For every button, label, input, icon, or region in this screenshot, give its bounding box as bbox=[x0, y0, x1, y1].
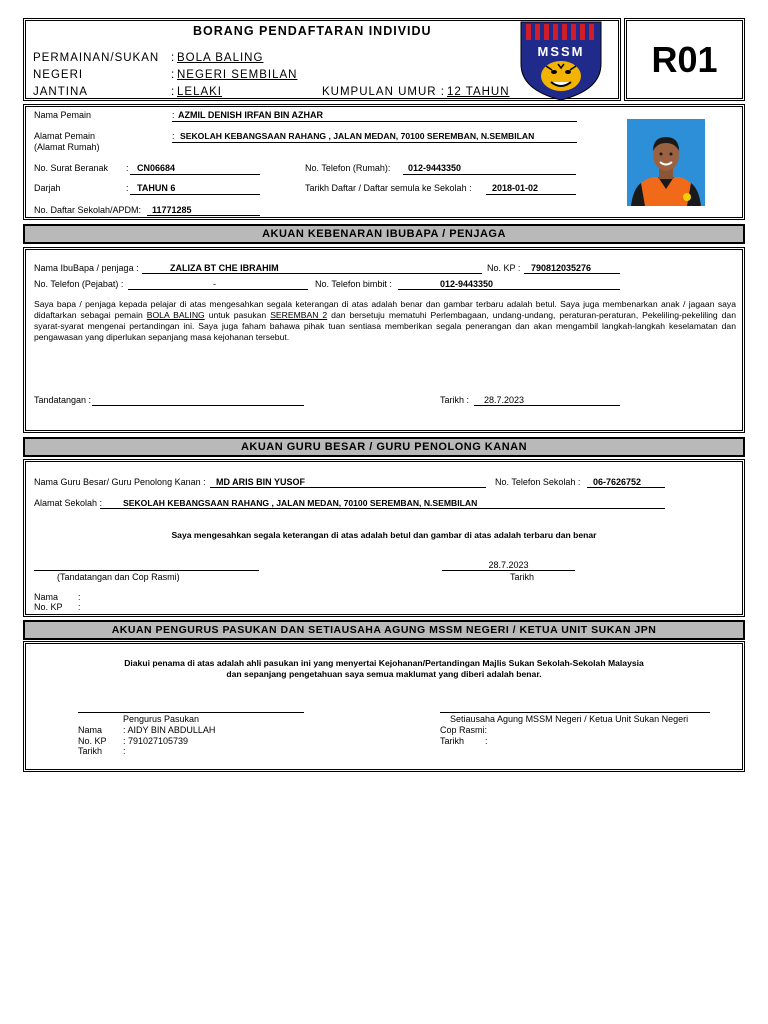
secretary-caption: Setiausaha Agung MSSM Negeri / Ketua Unit Sukan Negeri bbox=[450, 714, 689, 724]
headmaster-signature-caption: (Tandatangan dan Cop Rasmi) bbox=[57, 572, 180, 582]
portrait-icon bbox=[627, 119, 705, 206]
declaration-part-2: untuk pasukan bbox=[204, 310, 271, 320]
headmaster-statement: Saya mengesahkan segala keterangan di atas adalah betul dan gambar di atas adalah terbaru dan benar bbox=[171, 530, 597, 540]
declaration-part-3: dan bersetuju mematuhi Perlembagaan, undang-undang, peraturan-peraturan, Pekeliling-pekeliling dan syarat-syarat mengenai pertandingan ini. Saya juga faham bahawa pihak tuan sentiasa memberikan segala penerangan dan akan mengambil langkah-langkah keselamatan dan pengawasan yang diperlukan sepanjang masa kejohanan tersebut. bbox=[34, 310, 736, 342]
parent-name-line bbox=[142, 273, 482, 274]
parent-declaration bbox=[34, 299, 736, 343]
phone-home-value: 012-9443350 bbox=[408, 163, 462, 173]
player-address-value: SEKOLAH KEBANGSAAN RAHANG , JALAN MEDAN, 70100 SEREMBAN, N.SEMBILAN bbox=[180, 131, 535, 141]
parent-name-value: ZALIZA BT CHE IBRAHIM bbox=[170, 263, 279, 273]
player-address-label: Alamat Pemain bbox=[34, 131, 96, 141]
sport-value: BOLA BALING bbox=[177, 52, 264, 64]
gender-value: LELAKI bbox=[177, 86, 222, 98]
manager-date-label: Tarikh bbox=[78, 746, 103, 756]
mssm-logo bbox=[518, 20, 604, 102]
secretary-cop-label: Cop Rasmi: bbox=[440, 725, 488, 735]
office-phone-line bbox=[128, 289, 308, 290]
parent-name-label: Nama IbuBapa / penjaga : bbox=[34, 263, 139, 273]
headmaster-kp-row-label: No. KP bbox=[34, 602, 63, 612]
secretary-date-value: : bbox=[485, 736, 488, 746]
declaration-part-1: Saya bapa / penjaga kepada pelajar di atas mengesahkan segala keterangan di atas adalah benar dan gambar terbaru adalah betul. Saya juga membenarkan anak / jagaan saya didaftarkan sebagai pemain bbox=[34, 299, 736, 320]
sport-label: PERMAINAN/SUKAN bbox=[33, 52, 160, 64]
birth-cert-label: No. Surat Beranak bbox=[34, 163, 109, 173]
manager-caption: Pengurus Pasukan bbox=[123, 714, 200, 724]
state-colon: : bbox=[171, 69, 176, 81]
parent-ic-label: No. KP : bbox=[487, 263, 521, 273]
secretary-signature-line bbox=[440, 712, 710, 713]
school-reg-label: No. Daftar Sekolah/APDM: bbox=[34, 205, 142, 215]
manager-kp-label: No. KP bbox=[78, 736, 107, 746]
player-photo bbox=[627, 119, 705, 206]
mobile-line bbox=[398, 289, 620, 290]
parent-date-value: 28.7.2023 bbox=[484, 395, 525, 405]
declaration-sport: BOLA BALING bbox=[146, 310, 205, 320]
player-address-label2: (Alamat Rumah) bbox=[34, 142, 100, 152]
office-phone-value: - bbox=[213, 279, 216, 289]
mobile-value: 012-9443350 bbox=[440, 279, 494, 289]
parent-signature-line bbox=[92, 405, 304, 406]
age-group-value: 12 TAHUN bbox=[447, 86, 510, 98]
register-date-line bbox=[486, 194, 576, 195]
headmaster-kp-row-colon: : bbox=[78, 602, 81, 612]
logo-text: MSSM bbox=[537, 44, 585, 59]
birth-cert-colon: : bbox=[126, 163, 129, 173]
age-group-label: KUMPULAN UMUR : bbox=[322, 86, 445, 98]
parent-ic-value: 790812035276 bbox=[531, 263, 592, 273]
school-address-line bbox=[100, 508, 665, 509]
class-colon: : bbox=[126, 183, 129, 193]
headmaster-name-row-colon: : bbox=[78, 592, 81, 602]
class-line bbox=[130, 194, 260, 195]
headmaster-date-line bbox=[442, 570, 575, 571]
manager-signature-line bbox=[78, 712, 304, 713]
manager-name-value: : AIDY BIN ABDULLAH bbox=[123, 725, 216, 735]
class-label: Darjah bbox=[34, 183, 61, 193]
headmaster-date-value: 28.7.2023 bbox=[488, 560, 529, 570]
parent-section-title: AKUAN KEBENARAN IBUBAPA / PENJAGA bbox=[23, 224, 745, 244]
manager-statement-2: dan sepanjang pengetahuan saya semua maklumat yang diberi adalah benar. bbox=[226, 669, 542, 679]
phone-home-line bbox=[403, 174, 576, 175]
form-code: R01 bbox=[651, 39, 718, 80]
player-address-colon: : bbox=[172, 131, 175, 141]
secretary-date-label: Tarikh bbox=[440, 736, 465, 746]
birth-cert-value: CN06684 bbox=[137, 163, 176, 173]
school-reg-value: 11771285 bbox=[152, 205, 192, 215]
school-phone-value: 06-7626752 bbox=[593, 477, 642, 487]
headmaster-signature-line bbox=[34, 570, 259, 571]
manager-name-label: Nama bbox=[78, 725, 103, 735]
player-name-label: Nama Pemain bbox=[34, 110, 92, 120]
gender-label: JANTINA bbox=[33, 86, 88, 98]
manager-statement-1: Diakui penama di atas adalah ahli pasukan ini yang menyertai Kejohanan/Pertandingan Majlis Sukan Sekolah-Sekolah Malaysia bbox=[124, 658, 644, 668]
headmaster-name-line bbox=[210, 487, 486, 488]
player-name-line bbox=[172, 121, 577, 122]
player-name-value: AZMIL DENISH IRFAN BIN AZHAR bbox=[178, 110, 323, 120]
player-name-colon: : bbox=[172, 110, 175, 120]
form-title: BORANG PENDAFTARAN INDIVIDU bbox=[193, 24, 432, 38]
school-phone-label: No. Telefon Sekolah : bbox=[495, 477, 581, 487]
headmaster-name-label: Nama Guru Besar/ Guru Penolong Kanan : bbox=[34, 477, 206, 487]
headmaster-section-title: AKUAN GURU BESAR / GURU PENOLONG KANAN bbox=[23, 437, 745, 457]
player-address-line bbox=[172, 142, 577, 143]
headmaster-date-caption: Tarikh bbox=[509, 572, 534, 582]
gender-colon: : bbox=[171, 86, 176, 98]
declaration-team: SEREMBAN 2 bbox=[270, 310, 328, 320]
state-label: NEGERI bbox=[33, 69, 84, 81]
manager-section-title: AKUAN PENGURUS PASUKAN DAN SETIAUSAHA AGUNG MSSM NEGERI / KETUA UNIT SUKAN JPN bbox=[23, 620, 745, 640]
school-reg-line bbox=[147, 215, 260, 216]
office-phone-label: No. Telefon (Pejabat) : bbox=[34, 279, 124, 289]
phone-home-label: No. Telefon (Rumah): bbox=[305, 163, 391, 173]
parent-date-label: Tarikh : bbox=[440, 395, 470, 405]
birth-cert-line bbox=[130, 174, 260, 175]
parent-date-line bbox=[474, 405, 620, 406]
school-address-label: Alamat Sekolah : bbox=[34, 498, 103, 508]
state-value: NEGERI SEMBILAN bbox=[177, 69, 298, 81]
headmaster-name-value: MD ARIS BIN YUSOF bbox=[216, 477, 306, 487]
mssm-shield-icon bbox=[518, 20, 604, 102]
parent-signature-label: Tandatangan : bbox=[34, 395, 92, 405]
register-date-label: Tarikh Daftar / Daftar semula ke Sekolah : bbox=[305, 183, 472, 193]
manager-date-value: : bbox=[123, 746, 126, 756]
headmaster-name-row-label: Nama bbox=[34, 592, 59, 602]
class-value: TAHUN 6 bbox=[137, 183, 176, 193]
register-date-value: 2018-01-02 bbox=[492, 183, 539, 193]
manager-kp-value: : 791027105739 bbox=[123, 736, 189, 746]
school-address-value: SEKOLAH KEBANGSAAN RAHANG , JALAN MEDAN, 70100 SEREMBAN, N.SEMBILAN bbox=[123, 498, 478, 508]
parent-ic-line bbox=[524, 273, 620, 274]
mobile-label: No. Telefon bimbit : bbox=[315, 279, 392, 289]
sport-colon: : bbox=[171, 52, 176, 64]
school-phone-line bbox=[587, 487, 665, 488]
